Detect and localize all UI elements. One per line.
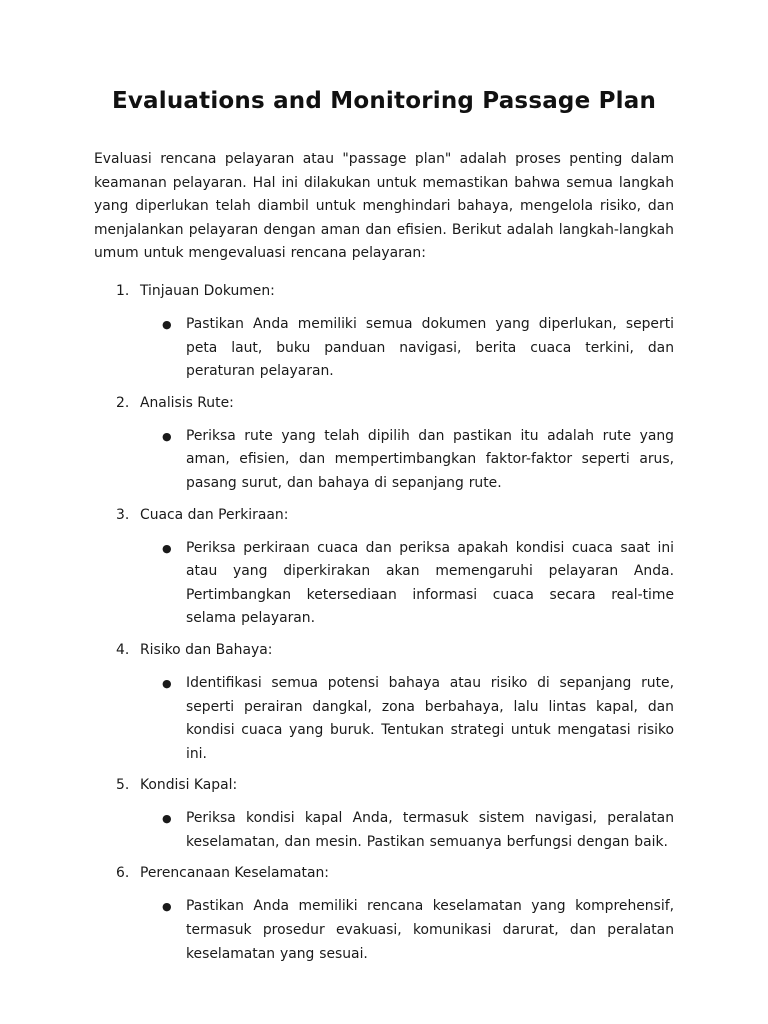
bullet-icon: ● <box>162 676 172 690</box>
bullet-text: Periksa rute yang telah dipilih dan pastikan itu adalah rute yang aman, efisien, dan mempertimbangkan faktor-faktor seperti arus, pasang surut, dan bahaya di sepanjang rute. <box>186 427 674 491</box>
bullet-icon: ● <box>162 429 172 443</box>
step-title: Analisis Rute: <box>140 394 234 411</box>
bullet-icon: ● <box>162 317 172 331</box>
step-title: Perencanaan Keselamatan: <box>140 865 329 882</box>
step-heading <box>94 862 674 885</box>
bullet-list <box>94 895 674 966</box>
step-title: Risiko dan Bahaya: <box>140 641 273 658</box>
step-number: 1. <box>116 282 130 299</box>
bullet-list <box>94 807 674 854</box>
bullet-list <box>94 313 674 384</box>
list-item <box>162 672 674 766</box>
steps-list <box>94 280 674 966</box>
step-heading <box>94 639 674 662</box>
bullet-icon: ● <box>162 900 172 914</box>
step-number: 2. <box>116 394 130 411</box>
step-number: 5. <box>116 777 130 794</box>
bullet-text: Identifikasi semua potensi bahaya atau risiko di sepanjang rute, seperti perairan dangkal, zona berbahaya, lalu lintas kapal, dan kondisi cuaca yang buruk. Tentukan strategi untuk mengatasi risiko ini. <box>186 674 674 762</box>
step-number: 6. <box>116 865 130 882</box>
step-item <box>94 392 674 496</box>
bullet-text: Pastikan Anda memiliki semua dokumen yang diperlukan, seperti peta laut, buku panduan navigasi, berita cuaca terkini, dan peraturan pelayaran. <box>186 315 674 380</box>
step-number: 4. <box>116 641 130 658</box>
intro-paragraph: Evaluasi rencana pelayaran atau "passage plan" adalah proses penting dalam keamanan pelayaran. Hal ini dilakukan untuk memastikan bahwa semua langkah yang diperlukan telah diambil untuk menghindari bahaya, mengelola risiko, dan menjalankan pelayaran dengan aman dan efisien. Berikut adalah langkah-langkah umum untuk mengevaluasi rencana pelayaran: <box>94 151 674 262</box>
list-item <box>162 537 674 631</box>
step-item <box>94 862 674 966</box>
step-number: 3. <box>116 506 130 523</box>
list-item <box>162 895 674 966</box>
bullet-icon: ● <box>162 541 172 555</box>
step-heading <box>94 392 674 415</box>
bullet-list <box>94 537 674 631</box>
step-heading <box>94 280 674 303</box>
step-item <box>94 280 674 384</box>
step-title: Cuaca dan Perkiraan: <box>140 506 289 523</box>
step-title: Kondisi Kapal: <box>140 777 238 794</box>
step-item <box>94 639 674 766</box>
bullet-icon: ● <box>162 812 172 826</box>
step-item <box>94 504 674 631</box>
bullet-text: Pastikan Anda memiliki rencana keselamatan yang komprehensif, termasuk prosedur evakuasi, komunikasi darurat, dan peralatan keselamatan yang sesuai. <box>186 898 674 962</box>
step-heading <box>94 774 674 797</box>
list-item <box>162 425 674 496</box>
step-item <box>94 774 674 854</box>
bullet-text: Periksa perkiraan cuaca dan periksa apakah kondisi cuaca saat ini atau yang diperkirakan akan memengaruhi pelayaran Anda. Pertimbangkan ketersediaan informasi cuaca secara real-time selama pelayaran. <box>186 539 674 627</box>
list-item <box>162 807 674 854</box>
step-title: Tinjauan Dokumen: <box>140 282 275 299</box>
bullet-list <box>94 672 674 766</box>
page-title: Evaluations and Monitoring Passage Plan <box>111 88 657 114</box>
bullet-text: Periksa kondisi kapal Anda, termasuk sistem navigasi, peralatan keselamatan, dan mesin. Pastikan semuanya berfungsi dengan baik. <box>186 810 674 850</box>
list-item <box>162 313 674 384</box>
step-heading <box>94 504 674 527</box>
bullet-list <box>94 425 674 496</box>
